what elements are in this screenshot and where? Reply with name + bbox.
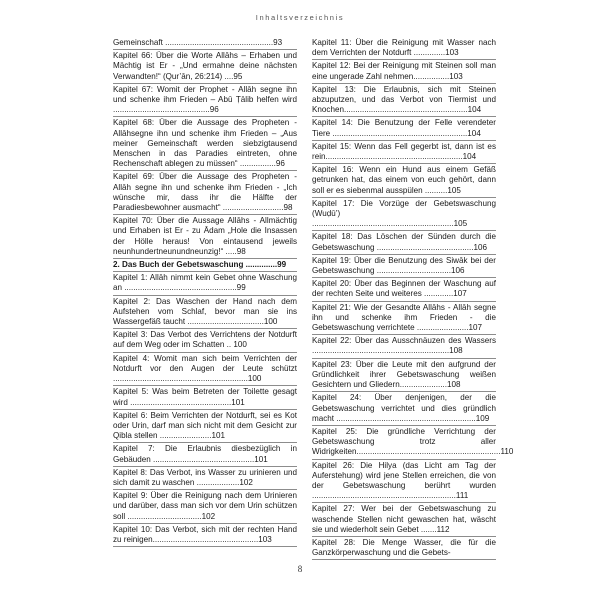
toc-entry: Kapitel 68: Über die Aussage des Propheten - Allāhsegne ihn und schenke ihm Frieden – „Aus meiner Gemeinschaft werden siebzigtausend Menschen in das Paradies eintreten, ohne Rechenschaft ablegen zu müssen“ ................96 [113, 118, 297, 171]
toc-entry: Kapitel 66: Über die Worte Allāhs – Erhaben und Mächtig ist Er - „Und ermahne deine nächsten Verwandten!“ (Qur’ān, 26:214) ....95 [113, 51, 297, 84]
toc-column-left [113, 38, 297, 548]
toc-entry: Kapitel 5: Was beim Betreten der Toilette gesagt wird .............................................101 [113, 387, 297, 409]
toc-entry: Kapitel 16: Wenn ein Hund aus einem Gefäß getrunken hat, das einem von euch gehört, dann soll er es siebenmal ausspülen ..........105 [312, 165, 496, 198]
toc-entry: Kapitel 3: Das Verbot des Verrichtens der Notdurft auf dem Weg oder im Schatten .. 100 [113, 330, 297, 352]
toc-entry: Kapitel 27: Wer bei der Gebetswaschung zu waschende Stellen nicht gewaschen hat, wäscht sie und wiederholt sein Gebet .......112 [312, 504, 496, 537]
toc-entry: Kapitel 4: Womit man sich beim Verrichten der Notdurft vor den Augen der Leute schützt ............................................................100 [113, 354, 297, 387]
toc-entry: Kapitel 12: Bei der Reinigung mit Steinen soll man eine ungerade Zahl nehmen................103 [312, 61, 496, 83]
toc-entry: Kapitel 14: Die Benutzung der Felle verendeter Tiere ............................................................104 [312, 118, 496, 140]
toc-entry: Kapitel 21: Wie der Gesandte Allāhs - Allāh segne ihn und schenke ihm Frieden - die Gebetswaschung verrichtete .......................107 [312, 303, 496, 336]
toc-entry: Kapitel 26: Die Hilya (das Licht am Tag der Auferstehung) wird jene Stellen erreichen, die von der Gebetswaschung berührt wurden ................................................................111 [312, 461, 496, 504]
toc-entry: Kapitel 24: Über denjenigen, der die Gebetswaschung verrichtet und dies gründlich macht ..............................................................109 [312, 393, 496, 426]
toc-entry: Kapitel 8: Das Verbot, ins Wasser zu urinieren und sich damit zu waschen ...................102 [113, 468, 297, 490]
toc-entry: Kapitel 19: Über die Benutzung des Siwāk bei der Gebetswaschung .................................106 [312, 256, 496, 278]
toc-entry: Kapitel 11: Über die Reinigung mit Wasser nach dem Verrichten der Notdurft ..............103 [312, 38, 496, 60]
toc-entry: Kapitel 17: Die Vorzüge der Gebetswaschung (Wuḍū’) ...............................................................105 [312, 199, 496, 232]
toc-column-right [312, 38, 514, 561]
toc-entry: Kapitel 7: Die Erlaubnis diesbezüglich in Gebäuden .............................................101 [113, 444, 297, 466]
running-header: Inhaltsverzeichnis [255, 13, 345, 22]
toc-entry: Kapitel 10: Das Verbot, sich mit der rechten Hand zu reinigen...............................................103 [113, 525, 297, 547]
toc-entry: Kapitel 15: Wenn das Fell gegerbt ist, dann ist es rein.............................................................104 [312, 142, 496, 164]
toc-entry: Kapitel 9: Über die Reinigung nach dem Urinieren und darüber, dass man sich vor dem Urin schützen soll .................................102 [113, 491, 297, 524]
toc-entry: Kapitel 69: Über die Aussage des Propheten - Allāh segne ihn und schenke ihm Frieden - „Ich wünsche mir, dass ihr die Hälfte der Paradiesbewohner ausmacht“ ...........................98 [113, 172, 297, 215]
page-number: 8 [297, 564, 303, 574]
toc-entry: Kapitel 1: Allāh nimmt kein Gebet ohne Waschung an ..................................................99 [113, 273, 297, 295]
toc-entry: Kapitel 2: Das Waschen der Hand nach dem Aufstehen vom Schlaf, bevor man sie ins Wassergefäß taucht ..................................100 [113, 297, 297, 330]
toc-entry: Kapitel 25: Die gründliche Verrichtung der Gebetswaschung trotz aller Widrigkeiten................................................................110 [312, 427, 496, 460]
toc-entry: Kapitel 13: Die Erlaubnis, sich mit Steinen abzuputzen, und das Verbot von Tiermist und Knochen.......................................................104 [312, 85, 496, 118]
toc-entry: Kapitel 20: Über das Beginnen der Waschung auf der rechten Seite und weiteres .............107 [312, 279, 496, 301]
toc-entry: Kapitel 18: Das Löschen der Sünden durch die Gebetswaschung ...........................................106 [312, 232, 496, 254]
toc-entry: Kapitel 22: Über das Ausschnäuzen des Wassers .............................................................108 [312, 336, 496, 358]
toc-entry: Kapitel 28: Die Menge Wasser, die für die Ganzkörperwaschung und die Gebets- [312, 538, 496, 560]
toc-entry: Kapitel 67: Womit der Prophet - Allāh segne ihn und schenke ihm Frieden – Abū Ṭālib helfen wird ...........................................96 [113, 85, 297, 118]
toc-entry: Kapitel 6: Beim Verrichten der Notdurft, sei es Kot oder Urin, darf man sich nicht mit dem Gesicht zur Qibla stellen .......................101 [113, 411, 297, 444]
toc-entry: Gemeinschaft ................................................93 [113, 38, 297, 50]
toc-entry: Kapitel 70: Über die Aussage Allāhs - Allmächtig und Erhaben ist Er - zu Ādam „Hole die Insassen der Hölle heraus! Von eintausend jeweils neunhundertneunundneunzig!“ .....98 [113, 216, 297, 259]
toc-section-heading: 2. Das Buch der Gebetswaschung ..............99 [113, 260, 297, 272]
toc-entry: Kapitel 23: Über die Leute mit den aufgrund der Gründlichkeit ihrer Gebetswaschung weißen Gesichtern und Gliedern.....................108 [312, 360, 496, 393]
